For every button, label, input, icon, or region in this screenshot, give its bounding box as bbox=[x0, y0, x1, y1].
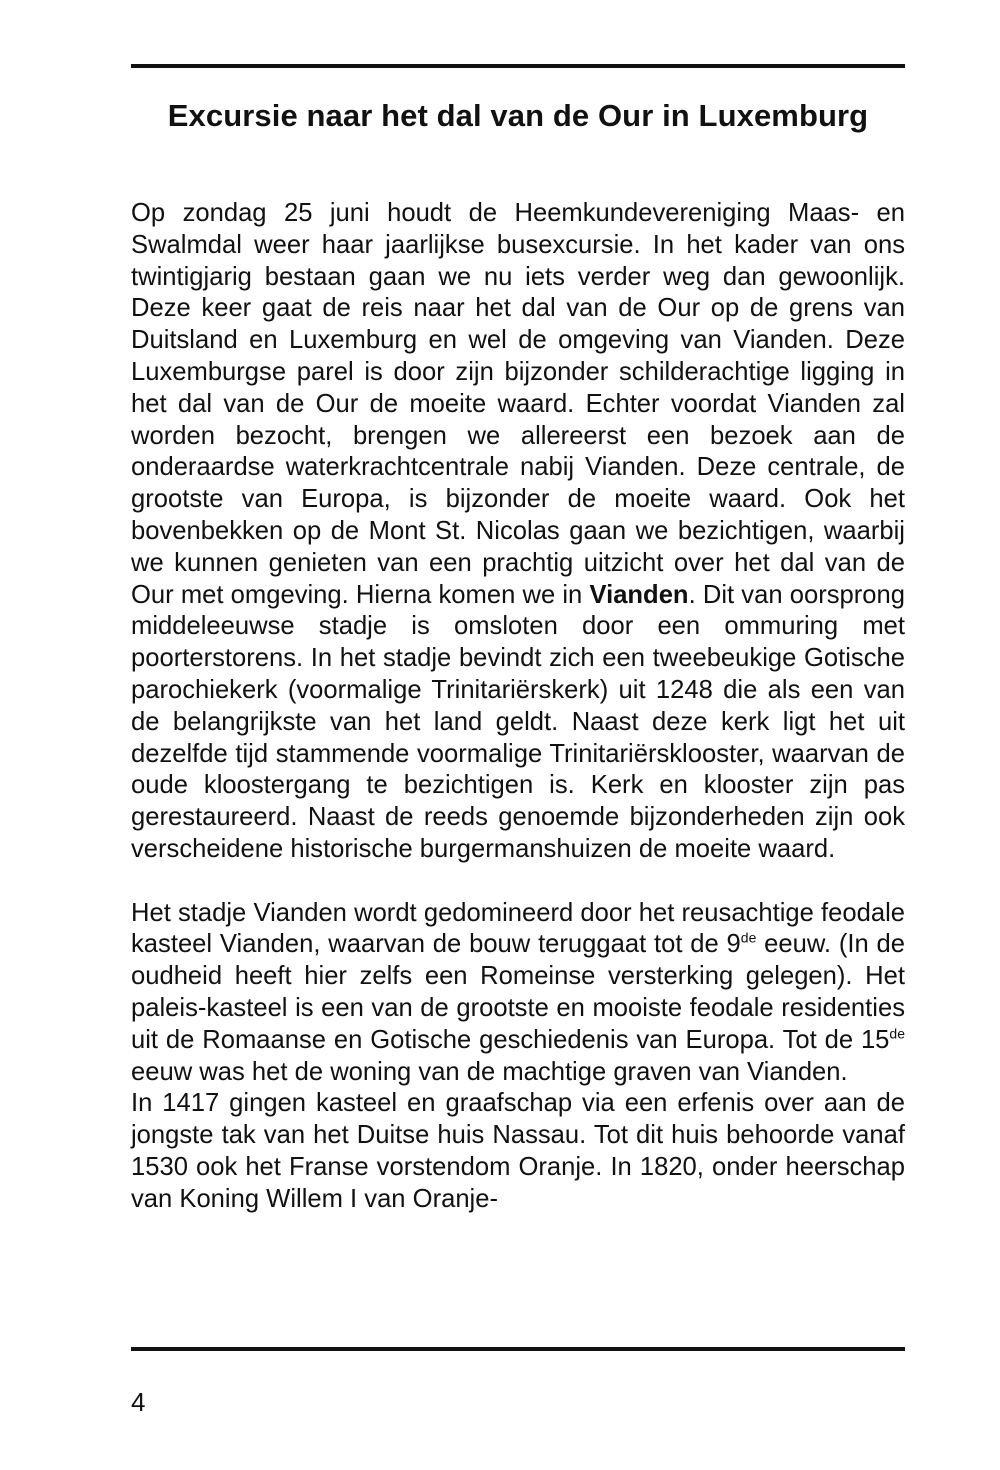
paragraph-1 bbox=[131, 198, 905, 866]
ordinal-suffix-1: de bbox=[740, 929, 757, 946]
paragraph-3: In 1417 gingen kasteel en graafschap via een erfenis over aan de jongste tak van het Duitse huis Nassau. Tot dit huis behoorde vanaf 1530 ook het Franse vorstendom Oranje. In 1820, onder heerschap van Koning Willem I van Oranje- bbox=[131, 1089, 905, 1213]
paragraph-2-text-b: eeuw. (In de oudheid heeft hier zelfs een Romeinse versterking gelegen). Het paleis-kasteel is een van de grootste en mooiste feodale residenties uit de Romaanse en Gotische geschiedenis van Europa. Tot de 15 bbox=[131, 930, 905, 1054]
paragraph-1-text-a: Op zondag 25 juni houdt de Heemkundevereniging Maas- en Swalmdal weer haar jaarlijkse busexcursie. In het kader van ons twintigjarig bestaan gaan we nu iets verder weg dan gewoonlijk. Deze keer gaat de reis naar het dal van de Our op de grens van Duitsland en Luxemburg en wel de omgeving van Vianden. Deze Luxemburgse parel is door zijn bijzonder schilderachtige ligging in het dal van de Our de moeite waard. Echter voordat Vianden zal worden bezocht, brengen we allereerst een bezoek aan de onderaardse waterkrachtcentrale nabij Vianden. Deze centrale, de grootste van Europa, is bijzonder de moeite waard. Ook het bovenbekken op de Mont St. Nicolas gaan we bezichtigen, waarbij we kunnen genieten van een prachtig uitzicht over het dal van de Our met omgeving. Hierna komen we in bbox=[131, 199, 905, 609]
paragraph-1-bold-place: Vianden bbox=[589, 580, 689, 609]
ordinal-suffix-2: de bbox=[889, 1025, 905, 1042]
paragraph-1-text-b: . Dit van oorsprong middeleeuwse stadje is omsloten door een ommuring met poorterstorens. In het stadje bevindt zich een tweebeukige Gotische parochiekerk (voormalige Trinitariërskerk) uit 1248 die als een van de belangrijkste van het land geldt. Naast deze kerk ligt het uit dezelfde tijd stammende voormalige Trinitariërsklooster, waarvan de oude kloostergang te bezichtigen is. Kerk en klooster zijn pas gerestaureerd. Naast de reeds genoemde bijzonderheden zijn ook verscheidene historische burgermanshuizen de moeite waard. bbox=[131, 580, 905, 863]
top-rule bbox=[131, 64, 905, 68]
paragraph-2-text-c: eeuw was het de woning van de machtige graven van Vianden. bbox=[131, 1057, 848, 1086]
bottom-rule bbox=[131, 1347, 905, 1351]
paragraph-2-text-a: Het stadje Vianden wordt gedomineerd door het reusachtige feodale kasteel Vianden, waarvan de bouw teruggaat tot de 9 bbox=[131, 898, 905, 959]
page-number: 4 bbox=[131, 1387, 146, 1417]
paragraph-2 bbox=[131, 898, 905, 1089]
page-title: Excursie naar het dal van de Our in Luxemburg bbox=[167, 98, 869, 133]
article-body bbox=[131, 198, 905, 1216]
